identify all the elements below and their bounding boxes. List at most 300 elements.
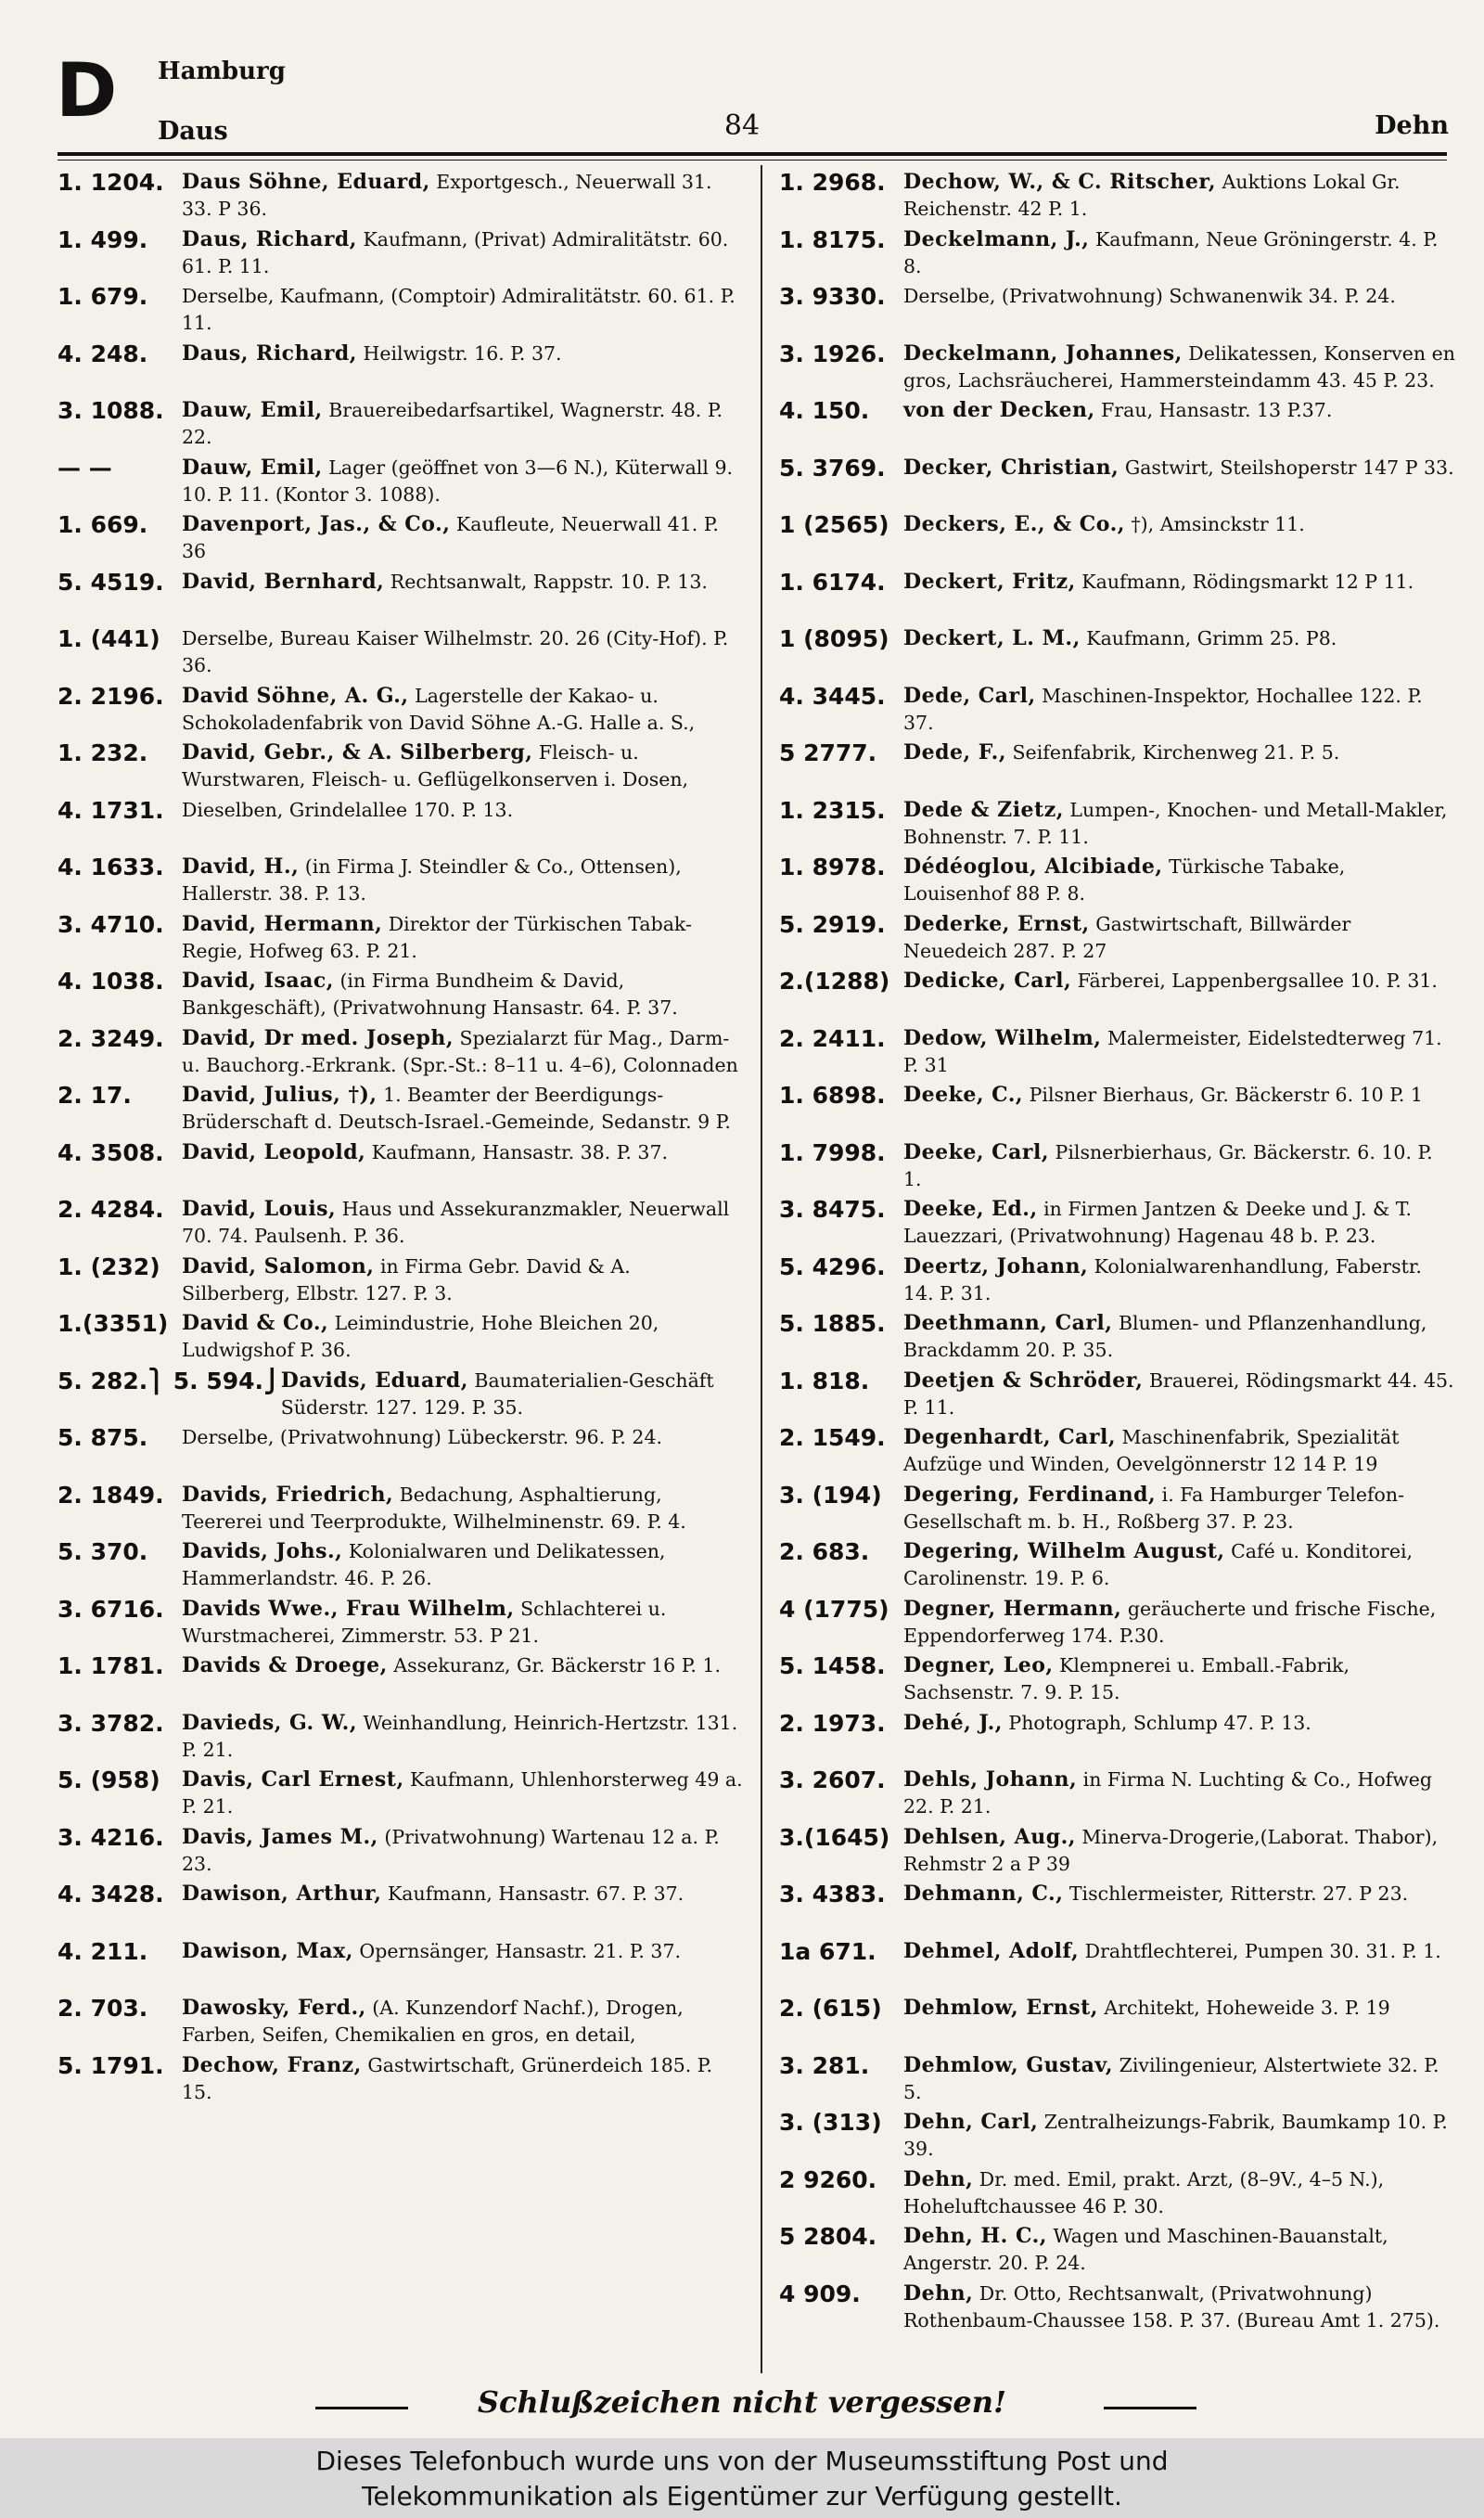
subscriber-name: Deckelmann, J.,	[903, 226, 1090, 251]
subscriber-details: (Privatwohnung) Wartenau 12 a. P. 23.	[182, 1825, 720, 1875]
phone-number: 3. 2607.	[779, 1766, 886, 1793]
subscriber-name: Dehmel, Adolf,	[903, 1938, 1080, 1963]
entry-text	[182, 968, 744, 1021]
entry-text	[903, 340, 1456, 394]
entry-text	[903, 2223, 1456, 2277]
phone-number: 1. 8175.	[779, 225, 886, 253]
directory-entry	[58, 683, 744, 740]
left-column	[58, 169, 744, 2377]
entry-text	[903, 1938, 1456, 1965]
subscriber-name: Dehn,	[903, 2280, 974, 2306]
directory-entry	[779, 2223, 1456, 2280]
directory-entry	[58, 1310, 744, 1368]
phone-number: 3. (313)	[779, 2109, 882, 2136]
entry-text	[903, 1710, 1456, 1737]
subscriber-details: Derselbe, (Privatwohnung) Schwanenwik 34. P. 24.	[903, 285, 1396, 307]
entry-text	[903, 455, 1456, 482]
subscriber-name: Dehé, J.,	[903, 1710, 1003, 1735]
subscriber-name: Deckert, Fritz,	[903, 569, 1076, 594]
subscriber-details: Derselbe, Kaufmann, (Comptoir) Admiralitätstr. 60. 61. P. 11.	[182, 285, 736, 334]
entry-text	[903, 2280, 1456, 2334]
subscriber-details: Kaufmann, Neue Gröningerstr. 4. P. 8.	[903, 227, 1439, 277]
directory-entry	[779, 1995, 1456, 2052]
entry-text	[903, 1881, 1456, 1908]
phone-number: 5. 4296.	[779, 1253, 886, 1280]
phone-number: 1. 2968.	[779, 169, 886, 196]
directory-entry	[58, 1082, 744, 1139]
subscriber-name: Daus, Richard,	[182, 226, 357, 251]
directory-entry	[58, 968, 744, 1025]
section-letter: D	[56, 47, 118, 134]
subscriber-details: Kaufmann, Hansastr. 67. P. 37.	[381, 1882, 684, 1905]
entry-text	[903, 739, 1456, 766]
entry-text	[903, 1766, 1456, 1820]
phone-number: 4 909.	[779, 2280, 861, 2307]
subscriber-name: Dawison, Max,	[182, 1938, 353, 1963]
subscriber-name: David & Co.,	[182, 1311, 329, 1335]
phone-number: 1 (8095)	[779, 625, 889, 652]
phone-number: 4. 3508.	[58, 1138, 164, 1166]
subscriber-name: Deethmann, Carl,	[903, 1311, 1113, 1335]
entry-text	[182, 1881, 744, 1908]
directory-entry	[58, 340, 744, 398]
subscriber-name: Davids, Johs.,	[182, 1539, 343, 1563]
header-rule-thin	[58, 160, 1447, 161]
subscriber-name: Dawosky, Ferd.,	[182, 1996, 366, 2020]
phone-number: 3. 281.	[779, 2051, 870, 2079]
phone-number: 1. 8978.	[779, 854, 886, 880]
subscriber-details: Dr. med. Emil, prakt. Arzt, (8–9V., 4–5 N.), Hoheluftchaussee 46 P. 30.	[903, 2167, 1385, 2217]
subscriber-name: Daus Söhne, Eduard,	[182, 170, 430, 194]
subscriber-details: Maschinen-Inspektor, Hochallee 122. P. 37.	[903, 684, 1423, 734]
subscriber-name: David Söhne, A. G.,	[182, 683, 409, 708]
phone-number: 4. 1633.	[58, 854, 164, 880]
subscriber-details: Minerva-Drogerie,(Laborat. Thabor), Rehmstr 2 a P 39	[903, 1825, 1439, 1875]
last-entry-heading: Dehn	[1375, 111, 1449, 140]
directory-entry	[779, 2109, 1456, 2166]
subscriber-name: Dedow, Wilhelm,	[903, 1025, 1102, 1050]
entry-text	[182, 1424, 744, 1451]
subscriber-details: Lagerstelle der Kakao- u. Schokoladenfabrik von David Söhne A.-G. Halle a. S.,	[182, 684, 696, 734]
entry-text	[182, 283, 744, 337]
directory-entry	[779, 1082, 1456, 1139]
phone-number: 4. 248.	[58, 340, 148, 367]
directory-entry	[58, 797, 744, 854]
entry-text	[903, 569, 1456, 596]
subscriber-name: Deckelmann, Johannes,	[903, 340, 1183, 366]
phone-number: 2.(1288)	[779, 968, 890, 995]
entry-text	[903, 1482, 1456, 1535]
subscriber-details: Haus und Assekuranzmakler, Neuerwall 70. 74. Paulsenh. P. 36.	[182, 1198, 730, 1247]
entry-text	[903, 2052, 1456, 2106]
entry-text	[182, 340, 744, 367]
subscriber-name: Davis, Carl Ernest,	[182, 1767, 404, 1792]
subscriber-details: Assekuranz, Gr. Bäckerstr 16 P. 1.	[387, 1654, 721, 1677]
subscriber-details: Fleisch- u. Wurstwaren, Fleisch- u. Geflügelkonserven i. Dosen,	[182, 741, 689, 790]
subscriber-name: Dehn,	[903, 2166, 974, 2191]
directory-entry	[779, 1596, 1456, 1653]
entry-text	[903, 1368, 1456, 1421]
directory-entry	[779, 169, 1456, 226]
entry-text	[903, 911, 1456, 965]
subscriber-details: Tischlermeister, Ritterstr. 27. P 23.	[1063, 1882, 1409, 1905]
entry-text	[903, 854, 1456, 907]
subscriber-name: Dehn, H. C.,	[903, 2224, 1047, 2248]
subscriber-details: Gastwirt, Steilshoperstr 147 P 33.	[1119, 456, 1454, 479]
entry-text	[182, 739, 744, 797]
entry-text	[281, 1368, 744, 1421]
phone-number: 4 (1775)	[779, 1595, 889, 1623]
directory-entry	[779, 1881, 1456, 1938]
entry-text	[903, 1538, 1456, 1592]
directory-entry	[779, 1710, 1456, 1767]
subscriber-name: David, Hermann,	[182, 911, 383, 936]
phone-number: 3. 6716.	[58, 1595, 164, 1623]
entry-text	[182, 169, 744, 223]
subscriber-details: Leimindustrie, Hohe Bleichen 20, Ludwigshof P. 36.	[182, 1312, 659, 1361]
phone-number: 3. 8475.	[779, 1196, 886, 1223]
subscriber-details: Auktions Lokal Gr. Reichenstr. 42 P. 1.	[903, 171, 1401, 220]
phone-number: 1. 669.	[58, 511, 148, 538]
subscriber-name: Degner, Leo,	[903, 1653, 1054, 1677]
subscriber-details: Lager (geöffnet von 3—6 N.), Küterwall 9. 10. P. 11. (Kontor 3. 1088).	[182, 456, 734, 506]
directory-entry	[779, 397, 1456, 455]
phone-number: 1. 232.	[58, 739, 148, 766]
phone-number: 1 (2565)	[779, 511, 889, 538]
subscriber-name: Decker, Christian,	[903, 455, 1119, 480]
subscriber-name: Degering, Ferdinand,	[903, 1482, 1157, 1507]
directory-entry	[779, 625, 1456, 683]
directory-entry	[58, 1938, 744, 1996]
directory-entry	[779, 455, 1456, 512]
directory-entry	[58, 1368, 744, 1425]
subscriber-name: Deeke, C.,	[903, 1083, 1024, 1107]
subscriber-details: (A. Kunzendorf Nachf.), Drogen, Farben, Seifen, Chemikalien en gros, en detail,	[182, 1997, 684, 2046]
phone-number: 5 2777.	[779, 739, 877, 766]
entry-text	[903, 1196, 1456, 1250]
entry-text	[182, 1766, 744, 1820]
subscriber-name: David, Louis,	[182, 1197, 337, 1221]
subscriber-name: Dederke, Ernst,	[903, 911, 1090, 936]
subscriber-name: Davids & Droege,	[182, 1653, 388, 1677]
subscriber-name: David, Leopold,	[182, 1139, 366, 1164]
entry-text	[182, 1995, 744, 2052]
subscriber-name: David, Salomon,	[182, 1253, 375, 1278]
phone-number: 1. 7998.	[779, 1138, 886, 1166]
entry-text	[903, 1253, 1456, 1307]
entry-text	[903, 1995, 1456, 2022]
directory-entry	[779, 683, 1456, 740]
subscriber-details: †), Amsinckstr 11.	[1124, 513, 1305, 535]
directory-entry	[779, 1368, 1456, 1425]
phone-number: 5. 1458.	[779, 1652, 886, 1679]
directory-entry	[58, 511, 744, 569]
phone-number: 1. 2315.	[779, 796, 886, 824]
directory-entry	[58, 1424, 744, 1482]
subscriber-details: Türkische Tabake, Louisenhof 88 P. 8.	[903, 855, 1346, 905]
directory-entry	[779, 854, 1456, 911]
entry-text	[182, 569, 744, 596]
phone-number: 2. 1849.	[58, 1481, 164, 1509]
phone-number: 4. 1731.	[58, 796, 164, 824]
subscriber-details: Klempnerei u. Emball.-Fabrik, Sachsenstr. 7. 9. P. 15.	[903, 1654, 1350, 1703]
subscriber-name: Dehlsen, Aug.,	[903, 1824, 1076, 1849]
phone-number: 1. 499.	[58, 225, 148, 253]
phone-number: 5. 2919.	[779, 910, 886, 938]
subscriber-name: David, Dr med. Joseph,	[182, 1025, 454, 1050]
phone-number: 3.(1645)	[779, 1823, 890, 1851]
phone-number: 3. 4710.	[58, 910, 164, 938]
subscriber-details: Bedachung, Asphaltierung, Teererei und Teerprodukte, Wilhelminenstr. 69. P. 4.	[182, 1483, 686, 1533]
subscriber-name: Deeke, Ed.,	[903, 1197, 1038, 1221]
entry-text	[182, 1310, 744, 1364]
subscriber-details: Direktor der Türkischen Tabak-Regie, Hofweg 63. P. 21.	[182, 912, 692, 962]
phone-number: 3. 1088.	[58, 397, 164, 424]
subscriber-details: Kaufmann, Hansastr. 38. P. 37.	[365, 1140, 668, 1163]
phone-number: 2. 703.	[58, 1995, 148, 2022]
subscriber-details: in Firmen Jantzen & Deeke und J. & T. Lauezzari, (Privatwohnung) Hagenau 48 b. P. 23.	[903, 1198, 1412, 1247]
phone-number: 2. (615)	[779, 1995, 882, 2022]
entry-text	[903, 1310, 1456, 1364]
directory-entry	[779, 511, 1456, 569]
subscriber-name: Degenhardt, Carl,	[903, 1425, 1117, 1449]
subscriber-name: Dédéoglou, Alcibiade,	[903, 854, 1163, 879]
phone-number: 1. 679.	[58, 283, 148, 310]
phone-number: 2. 2196.	[58, 682, 164, 710]
subscriber-details: i. Fa Hamburger Telefon-Gesellschaft m. b. H., Roßberg 37. P. 23.	[903, 1483, 1405, 1533]
entry-text	[182, 1538, 744, 1592]
entry-text	[182, 1652, 744, 1679]
phone-number: 3. 4216.	[58, 1823, 164, 1851]
subscriber-details: Lumpen-, Knochen- und Metall-Makler, Bohnenstr. 7. P. 11.	[903, 798, 1448, 848]
phone-number: 4. 3445.	[779, 682, 886, 710]
directory-entry	[779, 1538, 1456, 1596]
phone-number: 5. 282.⎫ 5. 594.⎭	[58, 1367, 281, 1394]
entry-text	[182, 854, 744, 907]
subscriber-details: Weinhandlung, Heinrich-Hertzstr. 131. P. 21.	[182, 1711, 738, 1761]
subscriber-name: Deertz, Johann,	[903, 1253, 1089, 1278]
directory-entry	[58, 1881, 744, 1938]
phone-number: 3. 1926.	[779, 340, 886, 367]
subscriber-details: Derselbe, (Privatwohnung) Lübeckerstr. 96. P. 24.	[182, 1426, 663, 1448]
directory-entry	[779, 1938, 1456, 1996]
entry-text	[182, 1482, 744, 1535]
phone-number: 5. 1885.	[779, 1310, 886, 1337]
phone-number: — —	[58, 454, 112, 482]
entry-text	[903, 2166, 1456, 2220]
phone-number: 2. 17.	[58, 1082, 132, 1109]
entry-text	[903, 625, 1456, 652]
directory-entry	[58, 1652, 744, 1710]
subscriber-details: Kolonialwaren und Delikatessen, Hammerlandstr. 46. P. 26.	[182, 1540, 666, 1589]
entry-text	[182, 2052, 744, 2106]
entry-text	[182, 1596, 744, 1650]
entry-text	[182, 1710, 744, 1764]
entry-text	[182, 1082, 744, 1139]
subscriber-name: Dehmlow, Ernst,	[903, 1996, 1098, 2020]
subscriber-details: Wagen und Maschinen-Bauanstalt, Angerstr. 20. P. 24.	[903, 2225, 1388, 2274]
phone-number: 3. 9330.	[779, 283, 886, 310]
entry-text	[182, 683, 744, 740]
phone-number: 2. 4284.	[58, 1196, 164, 1223]
subscriber-details: Kaufmann, Rödingsmarkt 12 P 11.	[1075, 570, 1414, 593]
subscriber-name: Dehmann, C.,	[903, 1882, 1064, 1906]
footer-rule-right	[1104, 2407, 1196, 2409]
subscriber-details: Kaufmann, Grimm 25. P8.	[1080, 627, 1337, 649]
directory-entry	[779, 1253, 1456, 1311]
entry-text	[182, 911, 744, 965]
directory-entry	[58, 911, 744, 969]
phone-number: 2 9260.	[779, 2165, 877, 2193]
subscriber-name: Dehn, Carl,	[903, 2110, 1039, 2134]
subscriber-details: Rechtsanwalt, Rappstr. 10. P. 13.	[384, 570, 708, 593]
phone-number: 1a 671.	[779, 1937, 876, 1965]
directory-entry	[58, 1538, 744, 1596]
directory-entry	[779, 1766, 1456, 1824]
subscriber-details: (in Firma Bundheim & David, Bankgeschäft), (Privatwohnung Hansastr. 64. P. 37.	[182, 970, 678, 1019]
directory-entry	[779, 1824, 1456, 1882]
subscriber-name: Degner, Hermann,	[903, 1596, 1122, 1621]
directory-entry	[779, 1025, 1456, 1083]
subscriber-details: in Firma N. Luchting & Co., Hofweg 22. P. 21.	[903, 1768, 1433, 1818]
subscriber-details: Zentralheizungs-Fabrik, Baumkamp 10. P. 39.	[903, 2111, 1448, 2160]
directory-entry	[58, 739, 744, 797]
subscriber-details: Drahtflechterei, Pumpen 30. 31. P. 1.	[1079, 1939, 1441, 1962]
subscriber-name: Deckert, L. M.,	[903, 626, 1081, 650]
entry-text	[182, 625, 744, 679]
entry-text	[182, 455, 744, 508]
directory-entry	[58, 569, 744, 626]
subscriber-details: Exportgesch., Neuerwall 31. 33. P 36.	[182, 171, 712, 220]
directory-entry	[58, 1824, 744, 1882]
entry-text	[903, 169, 1456, 223]
subscriber-details: Färberei, Lappenbergsallee 10. P. 31.	[1071, 970, 1438, 992]
entry-text	[903, 511, 1456, 538]
phone-number: 4. 150.	[779, 397, 870, 424]
subscriber-name: David, H.,	[182, 854, 300, 879]
directory-entry	[58, 1596, 744, 1653]
subscriber-name: David, Isaac,	[182, 969, 334, 993]
subscriber-details: Kaufmann, Uhlenhorsterweg 49 a. P. 21.	[182, 1768, 743, 1818]
phone-number: 1.(3351)	[58, 1310, 169, 1337]
directory-entry	[58, 1710, 744, 1767]
subscriber-details: Kaufmann, (Privat) Admiralitätstr. 60. 61. P. 11.	[182, 227, 729, 277]
subscriber-details: Kaufleute, Neuerwall 41. P. 36	[182, 513, 719, 562]
phone-number: 5. 370.	[58, 1538, 148, 1565]
subscriber-name: Deeke, Carl,	[903, 1139, 1050, 1164]
directory-entry	[779, 1139, 1456, 1197]
entry-text	[903, 1025, 1456, 1079]
subscriber-details: Heilwigstr. 16. P. 37.	[356, 341, 562, 365]
directory-entry	[779, 1310, 1456, 1368]
subscriber-details: Brauereibedarfsartikel, Wagnerstr. 48. P. 22.	[182, 399, 723, 448]
subscriber-details: Opernsänger, Hansastr. 21. P. 37.	[352, 1939, 682, 1962]
phone-number: 1. (441)	[58, 625, 160, 652]
subscriber-name: Dedicke, Carl,	[903, 969, 1072, 993]
subscriber-name: Dehmlow, Gustav,	[903, 2052, 1114, 2077]
subscriber-details: Kolonialwarenhandlung, Faberstr. 14. P. 31.	[903, 1254, 1422, 1304]
entry-text	[182, 226, 744, 280]
phone-number: 5 2804.	[779, 2223, 877, 2250]
phone-number: 2. 2411.	[779, 1024, 886, 1052]
entry-text	[182, 511, 744, 565]
phone-number: 5. 4519.	[58, 568, 164, 596]
page-number: 84	[723, 109, 761, 142]
entry-text	[182, 797, 744, 824]
directory-entry	[779, 1424, 1456, 1482]
subscriber-name: Dede, F.,	[903, 740, 1006, 764]
subscriber-details: Dieselben, Grindelallee 170. P. 13.	[182, 798, 514, 821]
subscriber-name: David, Bernhard,	[182, 569, 385, 594]
subscriber-name: Davieds, G. W.,	[182, 1710, 357, 1735]
subscriber-details: 1. Beamter der Beerdigungs-Brüderschaft d. Deutsch-Israel.-Gemeinde, Sedanstr. 9 P.	[182, 1084, 731, 1133]
subscriber-details: Blumen- und Pflanzenhandlung, Brackdamm 20. P. 35.	[903, 1312, 1427, 1361]
subscriber-name: Davids, Eduard,	[280, 1368, 468, 1393]
phone-number: 1. 6174.	[779, 568, 886, 596]
entry-text	[182, 1938, 744, 1965]
directory-entry	[779, 340, 1456, 398]
directory-entry	[58, 2052, 744, 2110]
subscriber-details: Gastwirtschaft, Grünerdeich 185. P. 15.	[182, 2053, 712, 2103]
credit-banner	[0, 2438, 1484, 2518]
first-entry-heading: Daus	[158, 117, 228, 146]
directory-entry	[779, 911, 1456, 969]
subscriber-name: von der Decken,	[903, 398, 1095, 422]
phone-number: 2. 3249.	[58, 1024, 164, 1052]
subscriber-details: Brauerei, Rödingsmarkt 44. 45. P. 11.	[903, 1368, 1454, 1419]
phone-number: 5. 3769.	[779, 454, 886, 482]
directory-entry	[58, 1253, 744, 1311]
directory-entry	[58, 854, 744, 911]
subscriber-name: Dawison, Arthur,	[182, 1882, 382, 1906]
entry-text	[903, 1139, 1456, 1193]
directory-entry	[779, 2280, 1456, 2338]
subscriber-details: Frau, Hansastr. 13 P.37.	[1094, 399, 1333, 421]
subscriber-name: Davis, James M.,	[182, 1824, 378, 1849]
footer-reminder: Schlußzeichen nicht vergessen!	[477, 2384, 1007, 2420]
directory-entry	[58, 1766, 744, 1824]
directory-entry	[779, 2166, 1456, 2224]
directory-entry	[779, 968, 1456, 1025]
phone-number: 5. (958)	[58, 1766, 160, 1793]
right-column	[779, 169, 1456, 2377]
directory-entry	[58, 1482, 744, 1539]
subscriber-details: Schlachterei u. Wurstmacherei, Zimmerstr. 53. P 21.	[182, 1597, 667, 1647]
directory-entry	[58, 625, 744, 683]
phone-number: 2. 1549.	[779, 1424, 886, 1451]
subscriber-details: Café u. Konditorei, Carolinenstr. 19. P. 6.	[903, 1540, 1414, 1589]
entry-text	[903, 2109, 1456, 2163]
subscriber-details: Photograph, Schlump 47. P. 13.	[1002, 1711, 1311, 1734]
entry-text	[182, 1824, 744, 1878]
subscriber-name: Davids, Friedrich,	[182, 1482, 394, 1507]
phone-number: 5. 1791.	[58, 2051, 164, 2079]
subscriber-details: Malermeister, Eidelstedterweg 71. P. 31	[903, 1026, 1442, 1076]
directory-entry	[58, 455, 744, 512]
entry-text	[182, 1139, 744, 1166]
entry-text	[903, 968, 1456, 995]
subscriber-details: Derselbe, Bureau Kaiser Wilhelmstr. 20. 26 (City-Hof). P. 36.	[182, 627, 729, 676]
column-divider	[761, 165, 762, 2373]
city-heading: Hamburg	[158, 58, 286, 85]
phone-number: 2. 1973.	[779, 1709, 886, 1737]
directory-entry	[779, 569, 1456, 626]
subscriber-name: Davids Wwe., Frau Wilhelm,	[182, 1596, 515, 1621]
entry-text	[903, 283, 1456, 310]
entry-text	[182, 1253, 744, 1307]
subscriber-details: Seifenfabrik, Kirchenweg 21. P. 5.	[1006, 741, 1340, 764]
phone-number: 1. 818.	[779, 1367, 870, 1394]
